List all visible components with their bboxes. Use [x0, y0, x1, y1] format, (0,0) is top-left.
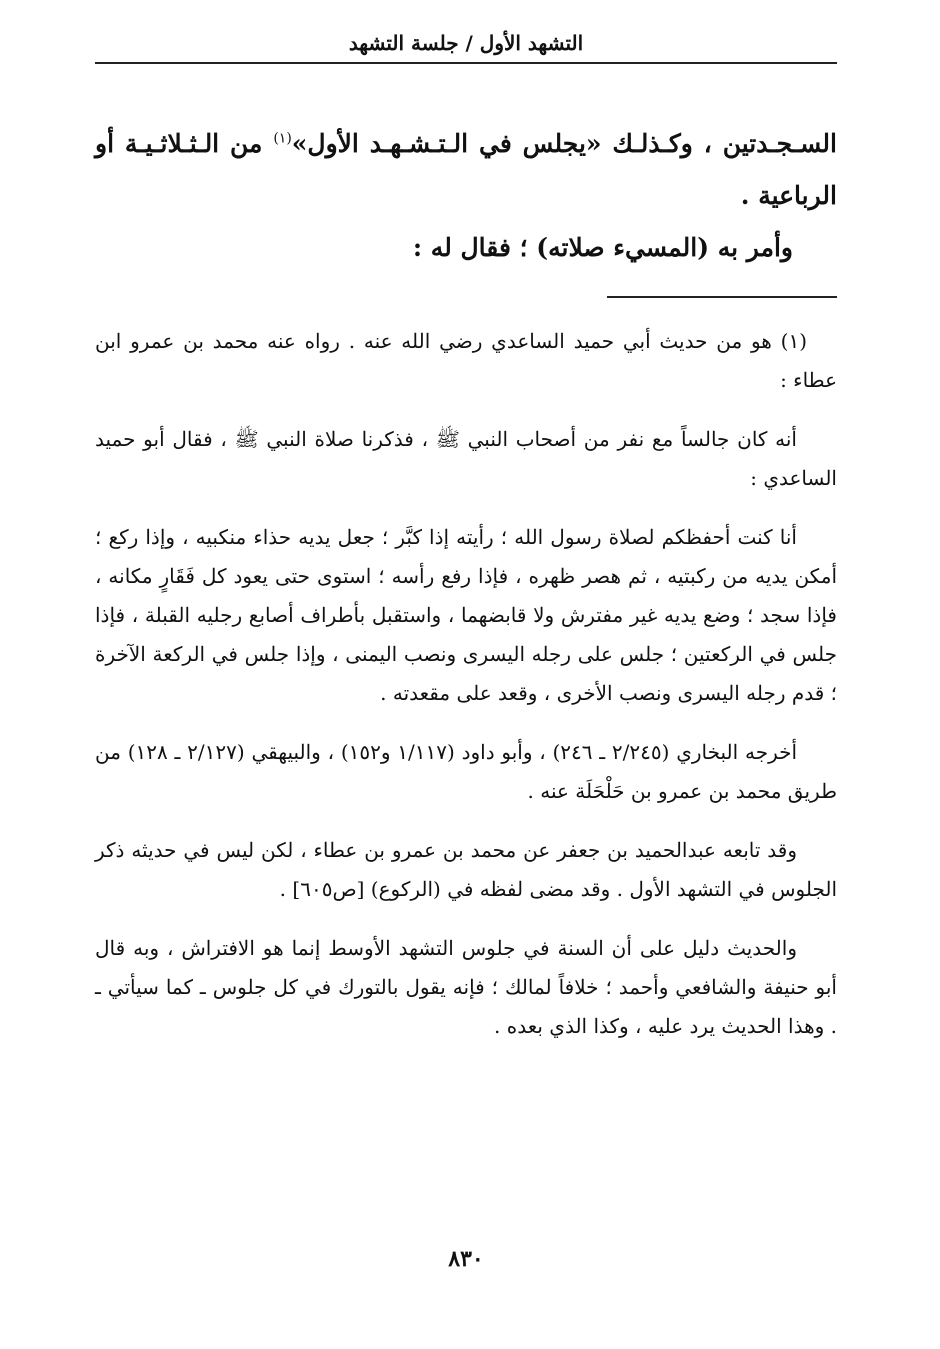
- footnote-1-intro: (١) هو من حديث أبي حميد الساعدي رضي الله عنه . رواه عنه محمد بن عمرو ابن عطاء :: [95, 329, 837, 392]
- main-text: [95, 118, 837, 274]
- page-number: ٨٣٠: [448, 1246, 484, 1272]
- running-title: التشهد الأول / جلسة التشهد: [348, 31, 584, 55]
- footnote-1-narration: أنه كان جالساً مع نفر من أصحاب النبي ﷺ ، فذكرنا صلاة النبي ﷺ ، فقال أبو حميد الساعدي :: [95, 427, 837, 490]
- footnote-1-commentary: والحديث دليل على أن السنة في جلوس التشهد الأوسط إنما هو الافتراش ، وبه قال أبو حنيفة والشافعي وأحمد ؛ خلافاً لمالك ؛ فإنه يقول بالتورك في كل جلوس ـ كما سيأتي ـ . وهذا الحديث يرد عليه ، وكذا الذي بعده .: [95, 936, 837, 1038]
- book-page: [95, 28, 837, 1328]
- footnote-separator: [607, 296, 837, 298]
- main-paragraph-2: وأمر به (المسيء صلاته) ؛ فقال له :: [412, 233, 793, 262]
- main-paragraph-1-text: السـجـدتين ، وكـذلـك «يجلس في الـتـشـهـد الأول»: [291, 129, 837, 158]
- running-header: [95, 28, 837, 64]
- main-paragraph-1: [95, 118, 837, 222]
- footnote-reference[interactable]: (١): [273, 130, 292, 147]
- footnote-1-takhrij: أخرجه البخاري (٢/٢٤٥ ـ ٢٤٦) ، وأبو داود (١/١١٧ و١٥٢) ، والبيهقي (٢/١٢٧ ـ ١٢٨) من طريق محمد بن عمرو بن حَلْحَلَة عنه .: [95, 740, 837, 803]
- footnote-1-mutabaah: وقد تابعه عبدالحميد بن جعفر عن محمد بن عمرو بن عطاء ، لكن ليس في حديثه ذكر الجلوس في التشهد الأول . وقد مضى لفظه في (الركوع) [ص٦٠٥] .: [95, 838, 837, 901]
- main-paragraph-1-continuation: من الـثـلاثـيـة أو الرباعية .: [95, 129, 837, 210]
- footnote-1-hadith-text: أنا كنت أحفظكم لصلاة رسول الله ؛ رأيته إذا كبَّر ؛ جعل يديه حذاء منكبيه ، وإذا ركع ؛ أمكن يديه من ركبتيه ، ثم هصر ظهره ، فإذا رفع رأسه ؛ استوى حتى يعود كل فَقَارٍ مكانه ، فإذا سجد ؛ وضع يديه غير مفترش ولا قابضهما ، واستقبل بأطراف أصابع رجليه القبلة ، فإذا جلس في الركعتين ؛ جلس على رجله اليسرى ونصب اليمنى ، وإذا جلس في الركعة الآخرة ؛ قدم رجله اليسرى ونصب الأخرى ، وقعد على مقعدته .: [95, 525, 837, 705]
- footnotes: [95, 322, 837, 1046]
